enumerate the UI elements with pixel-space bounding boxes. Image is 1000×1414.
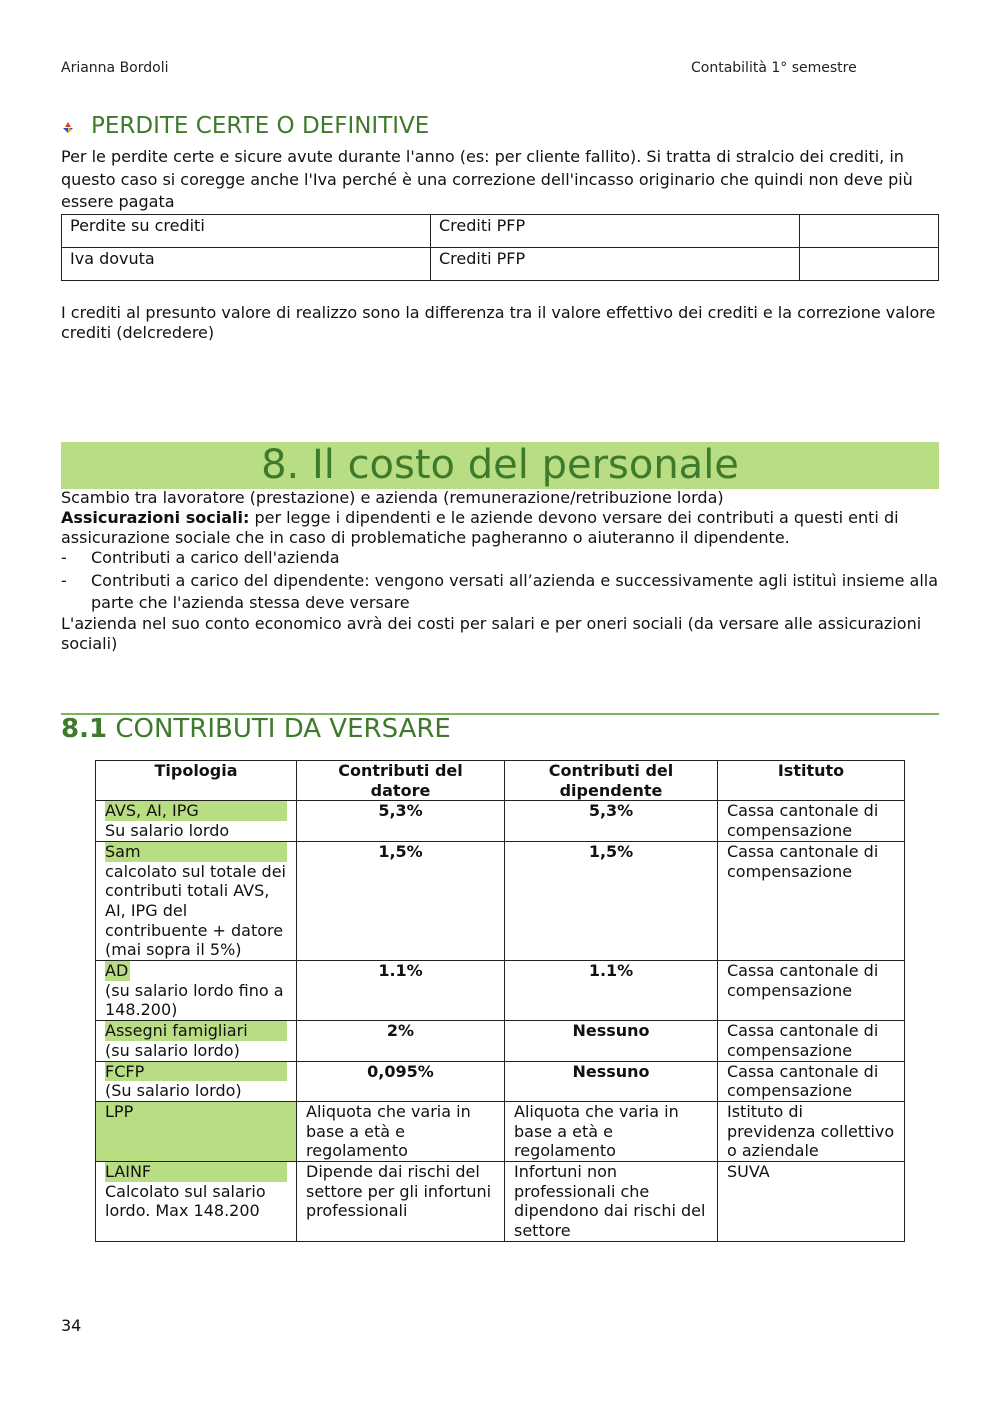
- tipologia-desc: calcolato sul totale dei contributi totali AVS, AI, IPG del contribuente + datore (mai sopra il 5%): [105, 861, 286, 960]
- assicurazioni-text: per legge i dipendenti e le aziende devono versare dei contributi a questi enti di assicurazione sociale che in caso di problematiche pagheranno o aiuteranno il dipendente.: [61, 508, 899, 547]
- tipologia-cell: [96, 1021, 297, 1061]
- istituto-cell: Cassa cantonale di compensazione: [718, 801, 905, 841]
- list-item-text: Contributi a carico del dipendente: vengono versati all’azienda e successivamente agli istituì insieme alla parte che l'azienda stessa deve versare: [91, 571, 939, 612]
- table-cell: Crediti PFP: [431, 215, 800, 248]
- bullet-arrow-icon: [61, 121, 75, 135]
- contributi-table: [95, 760, 905, 1242]
- datore-cell: 0,095%: [297, 1061, 505, 1101]
- perdite-paragraph: Per le perdite certe e sicure avute durante l'anno (es: per cliente fallito). Si tratta di stralcio dei crediti, in questo caso si coregge anche l'Iva perché è una correzione dell'incasso originario che quindi non deve più essere pagata: [61, 147, 913, 211]
- column-header: Contributi del datore: [297, 761, 505, 801]
- datore-cell: 5,3%: [297, 801, 505, 841]
- header-course: Contabilità 1° semestre: [691, 60, 857, 76]
- table-row: [96, 1162, 905, 1242]
- section-title-text: CONTRIBUTI DA VERSARE: [115, 714, 451, 744]
- tipologia-name: AD: [105, 961, 129, 981]
- table-row: [96, 961, 905, 1021]
- datore-cell: Aliquota che varia in base a età e regolamento: [297, 1101, 505, 1161]
- section-number: 8.1: [61, 714, 108, 744]
- istituto-cell: Cassa cantonale di compensazione: [718, 1021, 905, 1061]
- tipologia-name: Assegni famigliari: [105, 1021, 287, 1041]
- dash-marker: -: [61, 548, 67, 567]
- tipologia-cell: [96, 1061, 297, 1101]
- table-row: [62, 248, 939, 281]
- list-item-text: Contributi a carico dell'azienda: [91, 548, 340, 567]
- tipologia-cell: [96, 841, 297, 960]
- table-row: [96, 1021, 905, 1061]
- dipendente-cell: 1.1%: [505, 961, 718, 1021]
- table-cell: [800, 248, 939, 281]
- datore-cell: 1,5%: [297, 841, 505, 960]
- table-row: [96, 1101, 905, 1161]
- dipendente-cell: Nessuno: [505, 1061, 718, 1101]
- page-number: 34: [61, 1316, 82, 1335]
- tipologia-name: FCFP: [105, 1062, 287, 1082]
- table-cell: Crediti PFP: [431, 248, 800, 281]
- tipologia-cell: [96, 1162, 297, 1242]
- section-title-contributi: [61, 714, 451, 744]
- dipendente-cell: Aliquota che varia in base a età e regolamento: [505, 1101, 718, 1161]
- tipologia-cell: [96, 961, 297, 1021]
- table-row: [62, 215, 939, 248]
- header-author: Arianna Bordoli: [61, 60, 169, 76]
- datore-cell: 1.1%: [297, 961, 505, 1021]
- table-cell: [800, 215, 939, 248]
- tipologia-desc: Calcolato sul salario lordo. Max 148.200: [105, 1181, 266, 1221]
- table-cell: Iva dovuta: [62, 248, 431, 281]
- datore-cell: 2%: [297, 1021, 505, 1061]
- tipologia-name: LPP: [105, 1101, 134, 1121]
- dipendente-cell: 5,3%: [505, 801, 718, 841]
- tipologia-cell: [96, 1101, 297, 1161]
- column-header: Istituto: [718, 761, 905, 801]
- dash-marker: -: [61, 571, 67, 590]
- table-row: [96, 801, 905, 841]
- istituto-cell: Cassa cantonale di compensazione: [718, 841, 905, 960]
- column-header: Contributi del dipendente: [505, 761, 718, 801]
- table-row: [96, 841, 905, 960]
- dipendente-cell: Infortuni non professionali che dipendono dai rischi del settore: [505, 1162, 718, 1242]
- istituto-cell: Cassa cantonale di compensazione: [718, 1061, 905, 1101]
- list-item: [61, 570, 941, 614]
- tipologia-name: LAINF: [105, 1162, 287, 1182]
- tipologia-desc: Su salario lordo: [105, 821, 230, 841]
- chapter-intro: Scambio tra lavoratore (prestazione) e azienda (remunerazione/retribuzione lorda): [61, 488, 724, 507]
- column-header: Tipologia: [96, 761, 297, 801]
- assicurazioni-label: Assicurazioni sociali:: [61, 508, 250, 527]
- closing-paragraph: L'azienda nel suo conto economico avrà dei costi per salari e per oneri sociali (da versare alle assicurazioni sociali): [61, 614, 922, 653]
- tipologia-name: AVS, AI, IPG: [105, 801, 287, 821]
- dipendente-cell: Nessuno: [505, 1021, 718, 1061]
- list-item: [61, 547, 941, 569]
- table-row: [96, 1061, 905, 1101]
- tipologia-desc: (Su salario lordo): [105, 1081, 242, 1101]
- section-title-perdite: PERDITE CERTE O DEFINITIVE: [91, 113, 430, 139]
- tipologia-cell: [96, 801, 297, 841]
- assicurazioni-paragraph: [61, 508, 941, 548]
- delcredere-note: I crediti al presunto valore di realizzo sono la differenza tra il valore effettivo dei crediti e la correzione valore crediti (delcredere): [61, 303, 936, 342]
- dipendente-cell: 1,5%: [505, 841, 718, 960]
- istituto-cell: SUVA: [718, 1162, 905, 1242]
- table-cell: Perdite su crediti: [62, 215, 431, 248]
- istituto-cell: Cassa cantonale di compensazione: [718, 961, 905, 1021]
- perdite-table: [61, 214, 939, 281]
- istituto-cell: Istituto di previdenza collettivo o aziendale: [718, 1101, 905, 1161]
- datore-cell: Dipende dai rischi del settore per gli infortuni professionali: [297, 1162, 505, 1242]
- tipologia-desc: (su salario lordo): [105, 1040, 240, 1060]
- tipologia-name: Sam: [105, 842, 287, 862]
- table-header-row: [96, 761, 905, 801]
- tipologia-desc: (su salario lordo fino a 148.200): [105, 980, 284, 1020]
- chapter-title: 8. Il costo del personale: [261, 442, 739, 488]
